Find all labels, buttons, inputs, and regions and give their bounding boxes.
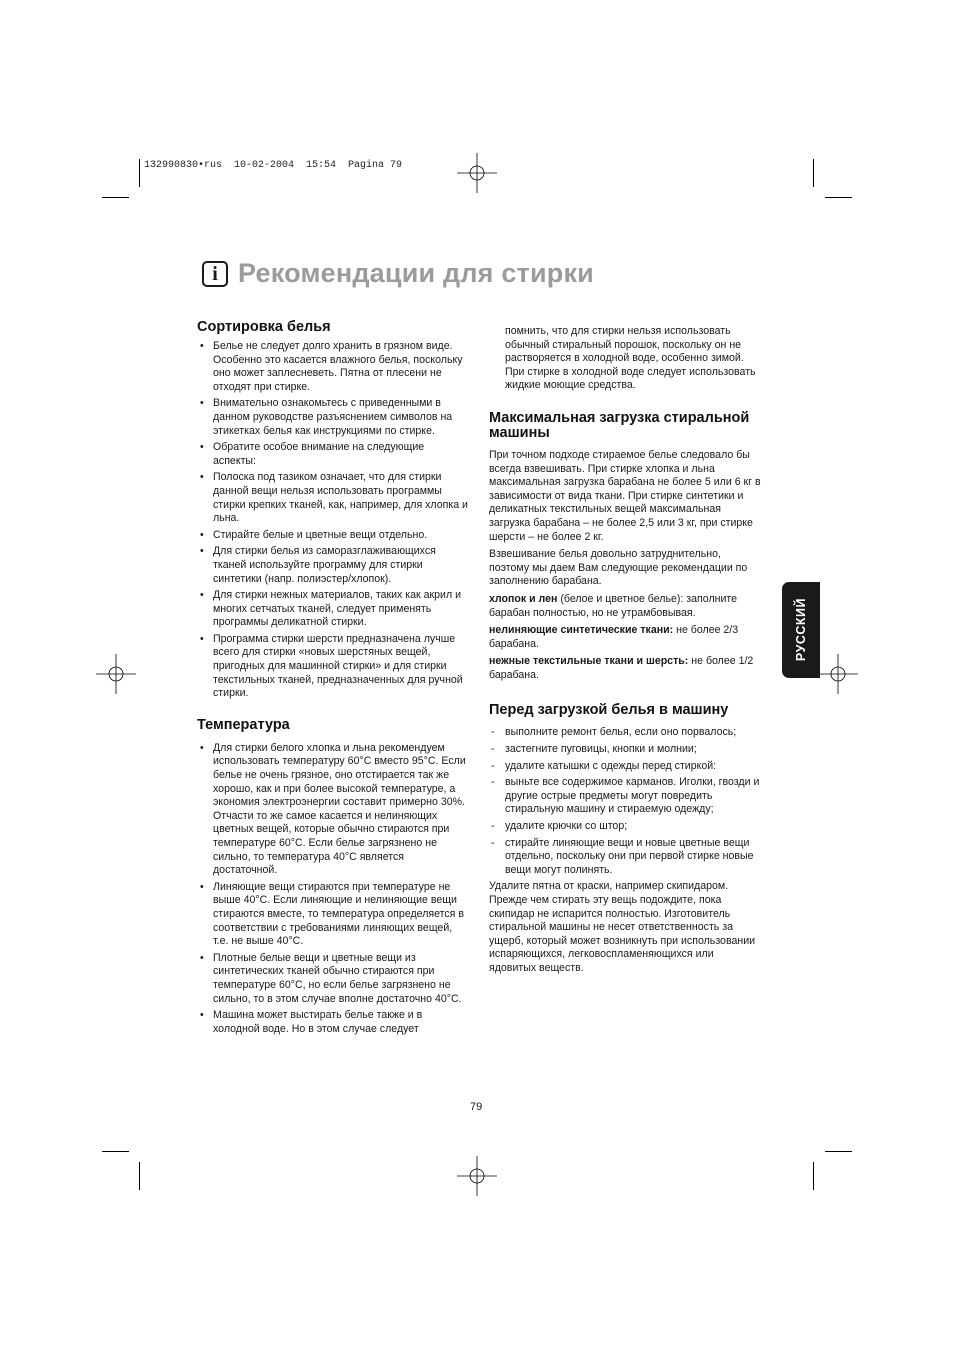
crop-mark (139, 1162, 140, 1190)
list-item: • Программа стирки шерсти предназначена лучше всего для стирки «новых шерстяных вещей, пригодных для машинной стирки» и для стирки текстильных тканей, предназначенных для ручной стирки. (197, 633, 469, 701)
section-heading-before-loading: Перед загрузкой белья в машину (489, 702, 729, 719)
list-item: • Машина может выстирать белье также и в холодной воде. Но в этом случае следует (197, 1009, 469, 1036)
left-column (197, 320, 469, 1039)
crop-mark (825, 1151, 852, 1152)
section-heading-max-load: Максимальная загрузка стиральной машины (489, 409, 750, 441)
closing-paragraph: Удалите пятна от краски, например скипидаром. Прежде чем стирать эту вещь подождите, пока скипидар не испарится полностью. Изготовитель стиральной машины не несет ответственность за ущерб, который может возникнуть при использовании испаряющихся, легковоспламеняющихся или ядовитых веществ. (489, 880, 756, 974)
print-slug: 132990830•rus 10-02-2004 15:54 Pagina 79 (144, 160, 403, 171)
crop-mark (825, 197, 852, 198)
list-item: • Внимательно ознакомьтесь с приведенными в данном руководстве разъяснением символов на этикетках белья как инструкциями по стирке. (197, 397, 469, 438)
continued-paragraph: помнить, что для стирки нельзя использовать обычный стиральный порошок, поскольку он не растворяется в холодной воде, особенно зимой. При стирке в холодной воде следует использовать жидкие моющие средства. (505, 325, 756, 392)
registration-mark-right (818, 654, 858, 694)
registration-mark-top (457, 153, 497, 193)
section-heading-temperature: Температура (197, 716, 290, 733)
crop-mark (102, 1151, 129, 1152)
list-item: - удалите крючки со штор; (489, 820, 761, 834)
language-tab: РУССКИЙ (782, 582, 820, 678)
list-item: • Для стирки нежных материалов, таких как акрил и многих сетчатых тканей, следует применять программы деликатной стирки. (197, 589, 469, 630)
list-item: - удалите катышки с одежды перед стиркой: (489, 760, 761, 774)
info-icon: i (202, 261, 228, 287)
crop-mark (813, 1162, 814, 1190)
load-synthetics: нелиняющие синтетические ткани: не более 2/3 барабана. (489, 624, 739, 650)
page-title: Рекомендации для стирки (238, 258, 594, 288)
page-number: 79 (470, 1101, 483, 1113)
section-heading-sorting: Сортировка белья (197, 319, 331, 335)
list-item: • Полоска под тазиком означает, что для стирки данной вещи нельзя использовать программы стирки крепких тканей, как, например, для хлопка и льна. (197, 471, 469, 525)
load-wool: нежные текстильные ткани и шерсть: не более 1/2 барабана. (489, 655, 754, 681)
page-header (202, 258, 594, 289)
crop-mark (139, 159, 140, 187)
list-item: • Для стирки белья из саморазглаживающихся тканей используйте программу для стирки синтетики (напр. полиэстер/хлопок). (197, 545, 469, 586)
list-item: - застегните пуговицы, кнопки и молнии; (489, 743, 761, 757)
paragraph: Взвешивание белья довольно затруднительно, поэтому мы даем Вам следующие рекомендации по заполнению барабана. (489, 548, 748, 588)
list-item: • Для стирки белого хлопка и льна рекомендуем использовать температуру 60°С вместо 95°С. Если белье не очень грязное, оно отстирается так же хорошо, как и при более высокой температуре, а экономия электроэнергии составит примерно 30%. Отчасти то же самое касается и нелиняющих цветных вещей, которые обычно стираются при температуре 60°С. Если белье загрязнено не сильно, то температура 40°С является достаточной. (197, 742, 469, 878)
list-item: • Линяющие вещи стираются при температуре не выше 40°С. Если линяющие и нелиняющие вещи стираются вместе, то температура определяется в соответствии с требованиями линяющих вещей, т.е. не выше 40°С. (197, 881, 469, 949)
temperature-list (197, 742, 469, 1036)
before-loading-list (489, 726, 761, 877)
paragraph: При точном подходе стираемое белье следовало бы всегда взвешивать. При стирке хлопка и льна максимальная загрузка барабана не более 5 или 6 кг в зависимости от вида ткани. При стирке синтетики и деликатных текстильных вещей максимальная загрузка барабана – не более 2,5 или 3 кг, при стирке шерсти – не более 2 кг. (489, 448, 761, 543)
list-item: • Обратите особое внимание на следующие аспекты: (197, 441, 469, 468)
list-item: • Белье не следует долго хранить в грязном виде. Особенно это касается влажного белья, поскольку оно может заплесневеть. Пятна от плесени не отходят при стирке. (197, 340, 469, 394)
crop-mark (102, 197, 129, 198)
list-item: - выполните ремонт белья, если оно порвалось; (489, 726, 761, 740)
list-item: • Стирайте белые и цветные вещи отдельно. (197, 529, 469, 543)
list-item: • Плотные белые вещи и цветные вещи из синтетических тканей обычно стираются при температуре 60°С, но если белье загрязнено не сильно, то в этом случае вполне достаточно 40°С. (197, 952, 469, 1006)
registration-mark-bottom (457, 1156, 497, 1196)
load-cotton: хлопок и лен (белое и цветное белье): заполните барабан полностью, но не утрамбовывая. (489, 592, 738, 619)
list-item: - стирайте линяющие вещи и новые цветные вещи отдельно, поскольку они при первой стирке новые вещи могут полинять. (489, 837, 761, 878)
registration-mark-left (96, 654, 136, 694)
right-column (489, 325, 761, 980)
crop-mark (813, 159, 814, 187)
sorting-list (197, 340, 469, 701)
list-item: - выньте все содержимое карманов. Иголки, гвозди и другие острые предметы могут повредить стиральную машину и стираемую одежду; (489, 776, 761, 817)
